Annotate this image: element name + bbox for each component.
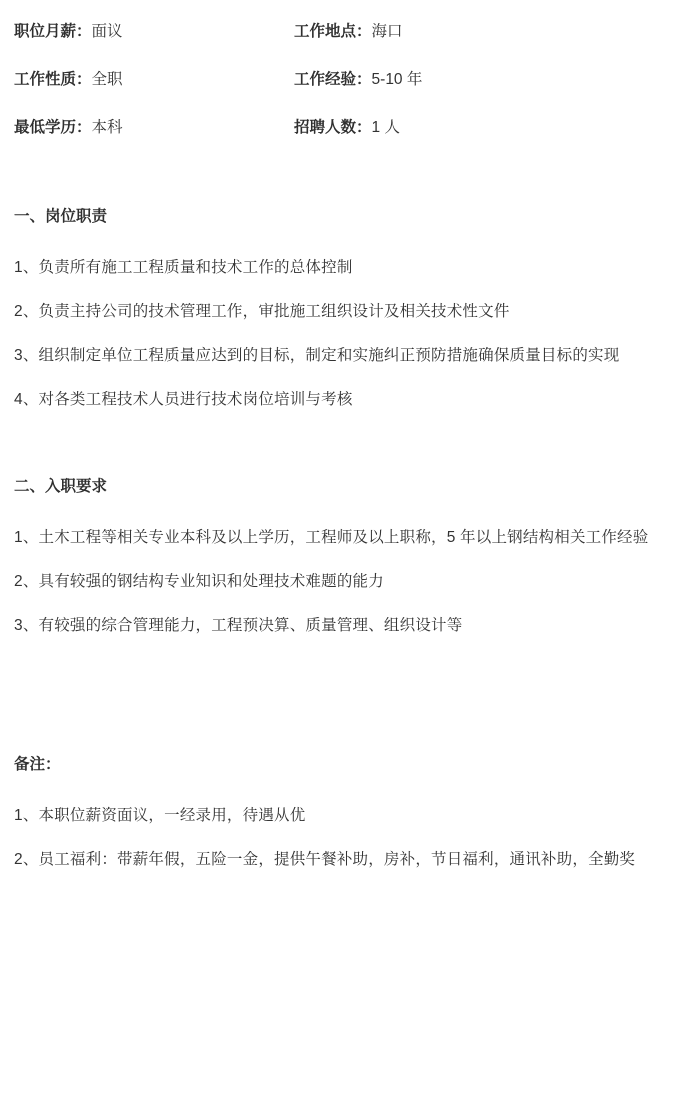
meta-value-salary: 面议 xyxy=(91,23,123,40)
notes-item-2: 2、员工福利：带薪年假，五险一金，提供午餐补助，房补，节日福利，通讯补助，全勤奖 xyxy=(14,851,636,868)
meta-label-headcount: 招聘人数 xyxy=(294,119,357,136)
meta-sep-location: ： xyxy=(356,23,372,40)
section-title-duties: 一、岗位职责 xyxy=(14,208,108,225)
requirements-item-1: 1、土木工程等相关专业本科及以上学历，工程师及以上职称，5 年以上钢结构相关工作经验 xyxy=(14,529,649,546)
duties-item-4: 4、对各类工程技术人员进行技术岗位培训与考核 xyxy=(14,391,353,408)
meta-sep-job-type: ： xyxy=(76,71,92,88)
section-body-duties xyxy=(14,246,685,422)
meta-label-location: 工作地点 xyxy=(294,23,357,40)
meta-value-education: 本科 xyxy=(91,119,123,136)
meta-sep-salary: ： xyxy=(76,23,92,40)
requirements-item-3: 3、有较强的综合管理能力，工程预决算、质量管理、组织设计等 xyxy=(14,617,463,634)
notes-item-1: 1、本职位薪资面议，一经录用，待遇从优 xyxy=(14,807,306,824)
meta-value-experience: 5-10 年 xyxy=(371,71,423,88)
duties-item-2: 2、负责主持公司的技术管理工作，审批施工组织设计及相关技术性文件 xyxy=(14,303,510,320)
meta-sep-experience: ： xyxy=(356,71,372,88)
meta-item-headcount xyxy=(294,118,685,138)
meta-label-experience: 工作经验 xyxy=(294,71,357,88)
meta-value-headcount: 1 人 xyxy=(371,119,400,136)
job-meta-grid xyxy=(14,22,685,138)
meta-label-job-type: 工作性质 xyxy=(14,71,77,88)
meta-label-salary: 职位月薪 xyxy=(14,23,77,40)
meta-item-education xyxy=(14,118,294,138)
section-title-notes: 备注： xyxy=(14,756,61,773)
section-title-requirements: 二、入职要求 xyxy=(14,478,108,495)
meta-item-experience xyxy=(294,70,685,90)
meta-sep-headcount: ： xyxy=(356,119,372,136)
meta-value-location: 海口 xyxy=(371,23,403,40)
meta-item-salary xyxy=(14,22,294,42)
meta-sep-education: ： xyxy=(76,119,92,136)
section-body-requirements xyxy=(14,516,685,648)
meta-value-job-type: 全职 xyxy=(91,71,123,88)
meta-item-location xyxy=(294,22,685,42)
section-body-notes xyxy=(14,794,685,882)
meta-label-education: 最低学历 xyxy=(14,119,77,136)
requirements-item-2: 2、具有较强的钢结构专业知识和处理技术难题的能力 xyxy=(14,573,384,590)
duties-item-3: 3、组织制定单位工程质量应达到的目标，制定和实施纠正预防措施确保质量目标的实现 xyxy=(14,347,620,364)
meta-item-job-type xyxy=(14,70,294,90)
duties-item-1: 1、负责所有施工工程质量和技术工作的总体控制 xyxy=(14,259,353,276)
